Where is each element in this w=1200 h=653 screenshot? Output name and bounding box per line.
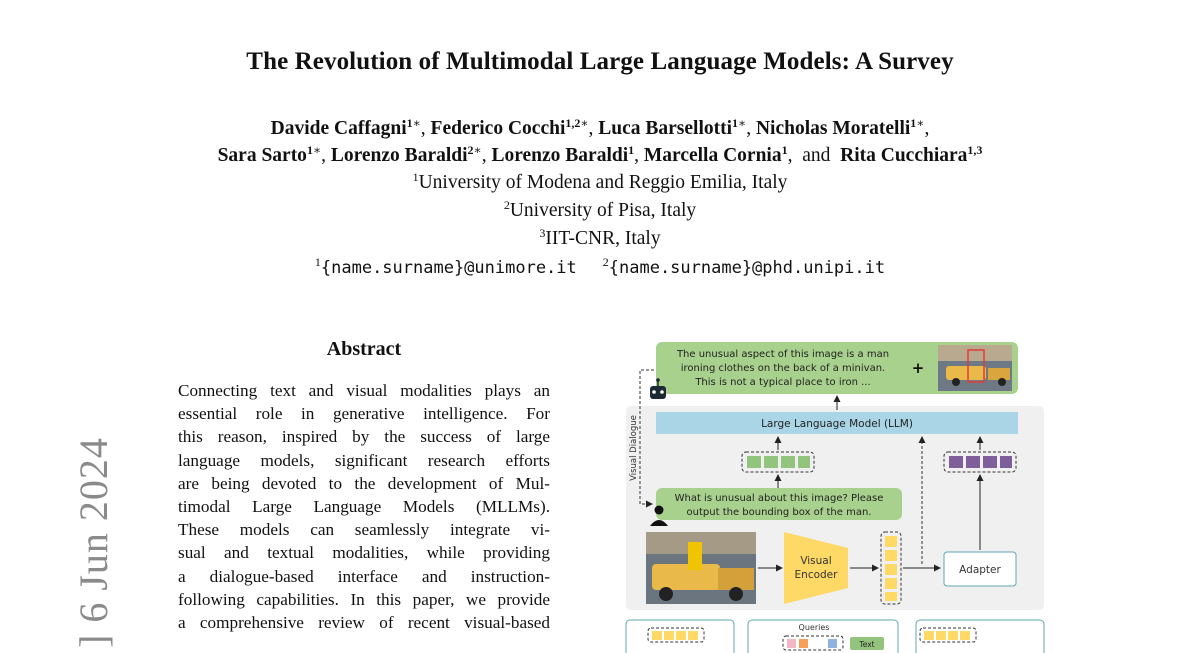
arxiv-stamp: ] 6 Jun 2024 bbox=[71, 437, 116, 648]
email-line: $^1${name.surname}@unimore.it $^2${name.surname}@phd.unipi.it bbox=[314, 255, 886, 278]
output-line: The unusual aspect of this image is a man bbox=[676, 349, 890, 360]
abstract-heading: Abstract bbox=[326, 338, 402, 360]
affiliation: $^3$IIT-CNR, Italy bbox=[539, 226, 661, 249]
author-line-2: Sara Sarto$^{1∗}$, Lorenzo Baraldi$^{2∗}$, Lorenzo Baraldi$^1$, Marcella Cornia$^1$, and Rita Cucchiara$^{1,3}$ bbox=[217, 143, 983, 166]
abstract-line: sual and textual modalities, while providing bbox=[178, 543, 550, 563]
output-image bbox=[938, 345, 1012, 391]
author-name: Lorenzo Baraldi bbox=[491, 145, 629, 166]
abstract-line: These models can seamlessly integrate vi- bbox=[178, 520, 550, 540]
abstract-line: timodal Large Language Models (MLLMs). bbox=[178, 497, 550, 517]
abstract-line: language models, significant research efforts bbox=[178, 450, 550, 470]
llm-label: Large Language Model (LLM) bbox=[761, 418, 913, 430]
author-name: Davide Caffagni bbox=[270, 118, 407, 139]
abstract-line: essential role in generative intelligence. For bbox=[178, 404, 550, 424]
and-word: and bbox=[802, 145, 831, 166]
author-name: Lorenzo Baraldi bbox=[330, 145, 468, 166]
queries-label: Queries bbox=[798, 623, 830, 632]
adapter-card bbox=[916, 620, 1044, 653]
affiliation: $^2$University of Pisa, Italy bbox=[503, 198, 697, 221]
abstract-line: are being devoted to the development of Mul- bbox=[178, 473, 550, 493]
author-name: Luca Barsellotti bbox=[598, 118, 733, 139]
email: {name.surname}@phd.unipi.it bbox=[608, 258, 886, 278]
abstract-line: this reason, inspired by the success of large bbox=[178, 427, 550, 447]
abstract-line: a dialogue-based interface and instruction- bbox=[178, 566, 550, 586]
text-chip-label: Text bbox=[859, 640, 875, 649]
paper-title: The Revolution of Multimodal Large Language Models: A Survey bbox=[246, 48, 954, 75]
author-name: Rita Cucchiara bbox=[840, 145, 968, 166]
plus-sign: + bbox=[911, 359, 925, 377]
abstract-line: Connecting text and visual modalities plays an bbox=[178, 381, 550, 400]
abstract-line: a comprehensive review of recent visual-based bbox=[178, 613, 550, 633]
encoder-line: Encoder bbox=[794, 569, 838, 581]
mllm-figure bbox=[618, 336, 1048, 648]
abstract-body bbox=[178, 379, 550, 634]
encoder-line: Visual bbox=[800, 555, 832, 567]
output-line: ironing clothes on the back of a minivan. bbox=[680, 363, 886, 374]
adapter-label: Adapter bbox=[959, 564, 1001, 576]
question-line: What is unusual about this image? Please bbox=[674, 493, 884, 504]
email: {name.surname}@unimore.it bbox=[320, 258, 577, 278]
author-name: Nicholas Moratelli bbox=[755, 118, 911, 139]
affiliation: $^1$University of Modena and Reggio Emilia, Italy bbox=[412, 170, 788, 193]
dialogue-label: Visual Dialogue bbox=[629, 415, 639, 481]
author-line-1: Davide Caffagni$^{1∗}$, Federico Cocchi$^{1,2∗}$, Luca Barsellotti$^{1∗}$, Nicholas Moratelli$^{1∗}$, bbox=[270, 116, 930, 139]
input-image bbox=[646, 532, 756, 604]
output-line: This is not a typical place to iron ... bbox=[695, 377, 871, 388]
question-line: output the bounding box of the man. bbox=[686, 507, 872, 518]
author-name: Sara Sarto bbox=[217, 145, 307, 166]
author-name: Marcella Cornia bbox=[643, 145, 782, 166]
author-name: Federico Cocchi bbox=[430, 118, 566, 139]
abstract-line: following capabilities. In this paper, we provide bbox=[178, 589, 550, 609]
